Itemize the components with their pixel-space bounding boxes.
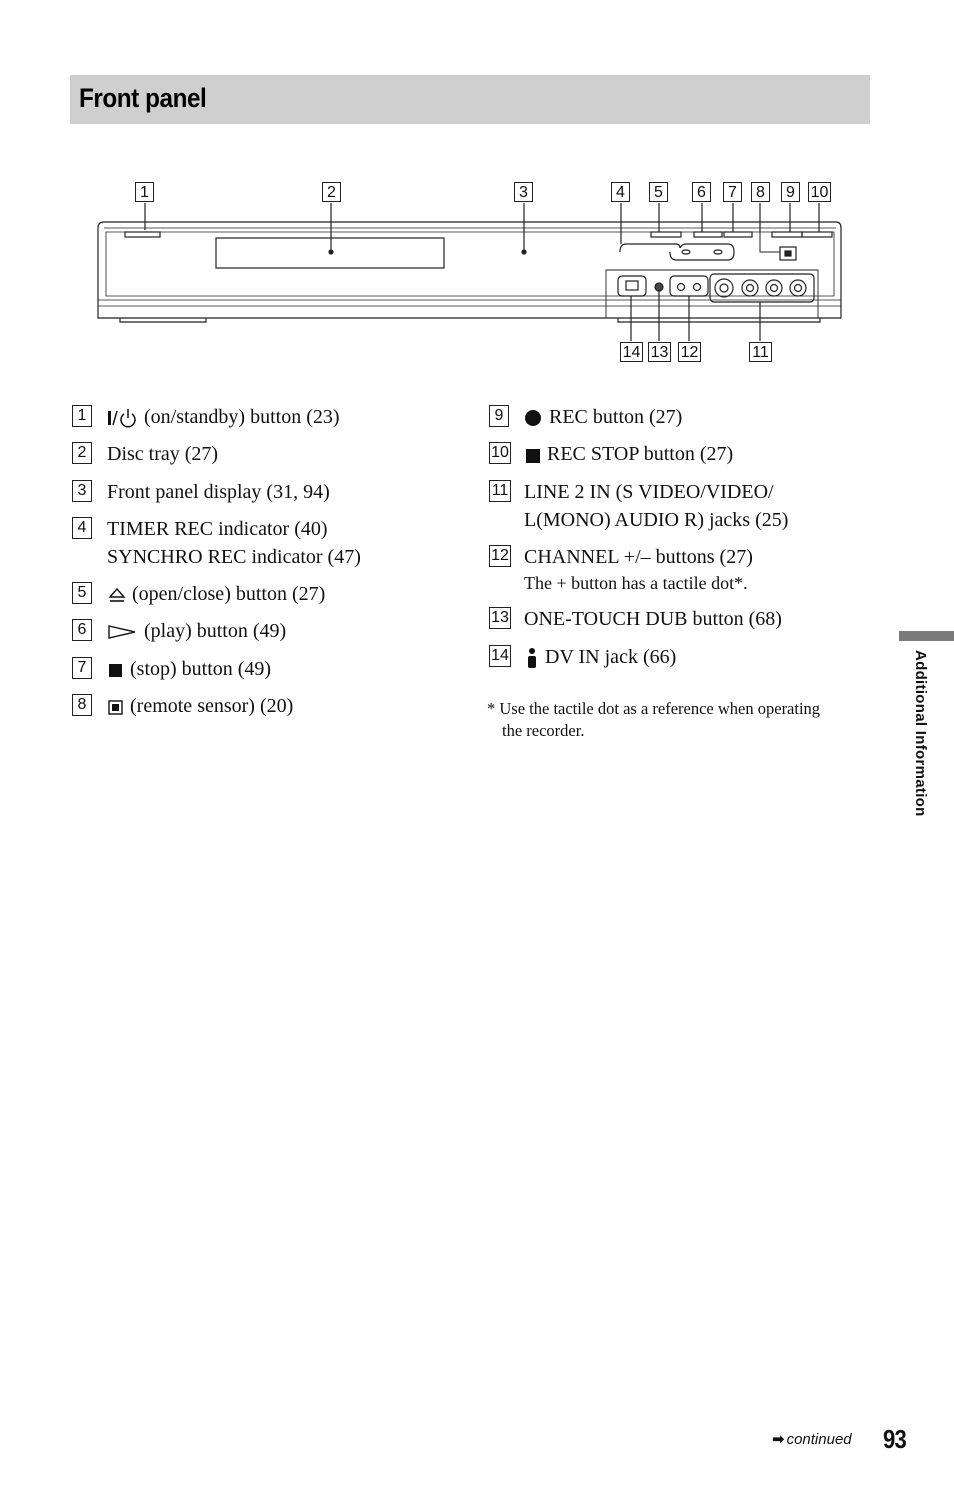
record-dot-icon xyxy=(524,408,544,428)
item-text: Disc tray (27) xyxy=(107,443,219,465)
callout-4: 4 xyxy=(611,182,630,202)
item-text: REC STOP button (27) xyxy=(547,443,734,465)
item-number: 1 xyxy=(72,405,92,427)
item-text-line2: L(MONO) AUDIO R) jacks (25) xyxy=(524,509,789,531)
continued-indicator xyxy=(772,1430,852,1448)
callout-5: 5 xyxy=(649,182,668,202)
item-number: 14 xyxy=(489,645,511,667)
item-text: REC button (27) xyxy=(549,406,683,428)
callout-14: 14 xyxy=(620,342,643,362)
item-number: 3 xyxy=(72,480,92,502)
item-number: 4 xyxy=(72,517,92,539)
items-right xyxy=(489,403,889,683)
item-text-wrap xyxy=(107,580,325,608)
item-text: (play) button (49) xyxy=(144,620,287,642)
item-number: 2 xyxy=(72,442,92,464)
side-tab-marker xyxy=(899,631,954,641)
item-text: TIMER REC indicator (40) xyxy=(107,518,328,540)
footnote-line-1: * Use the tactile dot as a reference when operating xyxy=(487,699,821,718)
item-number: 7 xyxy=(72,657,92,679)
power-standby-icon xyxy=(107,408,139,428)
item-text-line2: SYNCHRO REC indicator (47) xyxy=(107,546,361,568)
item-number: 12 xyxy=(489,545,511,567)
callout-7: 7 xyxy=(723,182,742,202)
item-text: (remote sensor) (20) xyxy=(130,695,294,717)
item-text-wrap xyxy=(524,643,676,671)
callout-1: 1 xyxy=(135,182,154,202)
callout-11: 11 xyxy=(749,342,772,362)
remote-sensor-icon xyxy=(107,698,125,716)
footnote-line-2: the recorder. xyxy=(502,721,585,740)
page-title: Front panel xyxy=(79,83,207,113)
item-text-wrap xyxy=(524,403,682,431)
item-text-wrap xyxy=(107,692,293,720)
item-text: LINE 2 IN (S VIDEO/VIDEO/ xyxy=(524,481,774,503)
item-number: 6 xyxy=(72,619,92,641)
item-text-line2: The + button has a tactile dot*. xyxy=(524,573,748,593)
item-text-wrap xyxy=(107,655,271,683)
item-text: Front panel display (31, 94) xyxy=(107,481,330,503)
item-text: (open/close) button (27) xyxy=(132,583,326,605)
item-number: 13 xyxy=(489,607,511,629)
footnote xyxy=(487,698,877,742)
item-text: (stop) button (49) xyxy=(130,658,272,680)
callout-8: 8 xyxy=(751,182,770,202)
callout-12: 12 xyxy=(678,342,701,362)
items-left xyxy=(72,403,472,733)
page-number: 93 xyxy=(883,1424,906,1454)
callout-3: 3 xyxy=(514,182,533,202)
item-number: 5 xyxy=(72,582,92,604)
item-number: 8 xyxy=(72,694,92,716)
callout-6: 6 xyxy=(692,182,711,202)
eject-icon xyxy=(107,586,127,604)
item-number: 11 xyxy=(489,480,511,502)
item-text-wrap xyxy=(524,440,733,468)
callout-9: 9 xyxy=(781,182,800,202)
item-number: 9 xyxy=(489,405,509,427)
item-text-wrap xyxy=(107,617,286,645)
callout-10: 10 xyxy=(808,182,831,202)
item-number: 10 xyxy=(489,442,511,464)
arrow-right-icon: ➡ xyxy=(772,1431,785,1448)
item-text: ONE-TOUCH DUB button (68) xyxy=(524,608,782,630)
side-tab-label: Additional Information xyxy=(912,650,929,817)
item-text-wrap xyxy=(107,403,340,431)
play-icon xyxy=(107,623,139,641)
item-text: CHANNEL +/– buttons (27) xyxy=(524,546,753,568)
callout-13: 13 xyxy=(648,342,671,362)
dv-icon xyxy=(524,647,540,669)
continued-text: continued xyxy=(786,1431,852,1448)
item-text: (on/standby) button (23) xyxy=(144,406,340,428)
stop-icon xyxy=(107,661,125,679)
callout-2: 2 xyxy=(322,182,341,202)
item-text: DV IN jack (66) xyxy=(545,646,677,668)
stop-icon xyxy=(524,446,542,464)
